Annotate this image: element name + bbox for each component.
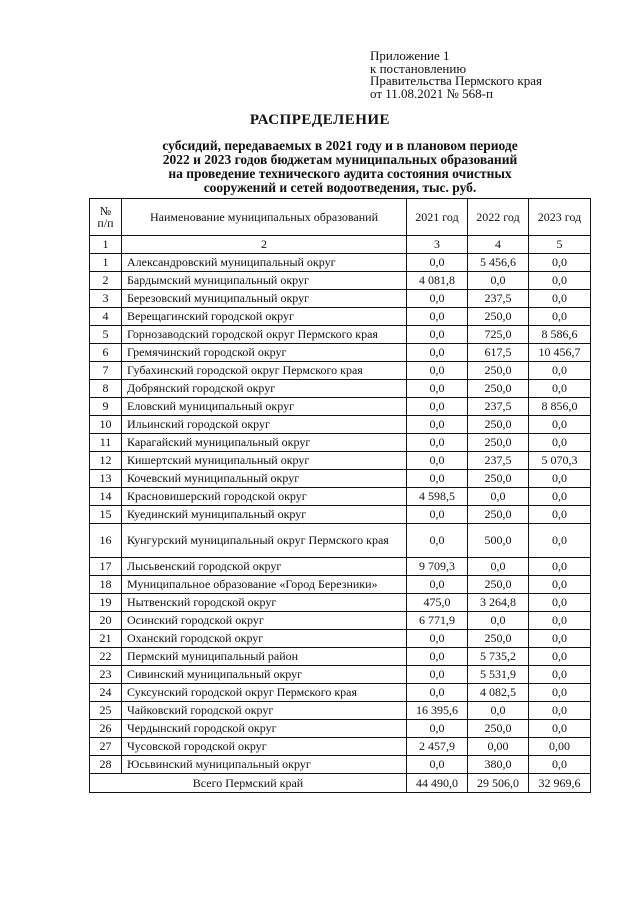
value-2023: 0,0 (529, 558, 591, 576)
value-2022: 5 456,6 (468, 254, 529, 272)
row-number: 9 (90, 398, 122, 416)
value-2023: 0,0 (529, 434, 591, 452)
row-number: 25 (90, 702, 122, 720)
table-row (90, 308, 591, 326)
row-number: 7 (90, 362, 122, 380)
table-row (90, 344, 591, 362)
row-number: 26 (90, 720, 122, 738)
table-row (90, 720, 591, 738)
column-number: 2 (122, 236, 407, 254)
table-row (90, 470, 591, 488)
value-2023: 0,0 (529, 470, 591, 488)
municipality-name: Оханский городской округ (122, 630, 407, 648)
value-2021: 0,0 (407, 434, 468, 452)
value-2021: 0,0 (407, 470, 468, 488)
row-number: 17 (90, 558, 122, 576)
value-2021: 0,0 (407, 452, 468, 470)
row-number: 12 (90, 452, 122, 470)
appendix-note (370, 50, 542, 100)
table-row (90, 524, 591, 558)
row-number: 13 (90, 470, 122, 488)
table-row (90, 254, 591, 272)
value-2021: 0,0 (407, 506, 468, 524)
column-number: 1 (90, 236, 122, 254)
value-2023: 0,0 (529, 290, 591, 308)
value-2022: 250,0 (468, 630, 529, 648)
value-2023: 10 456,7 (529, 344, 591, 362)
value-2022: 250,0 (468, 506, 529, 524)
value-2021: 0,0 (407, 344, 468, 362)
total-2021: 44 490,0 (407, 774, 468, 793)
value-2023: 8 586,6 (529, 326, 591, 344)
value-2023: 0,0 (529, 756, 591, 774)
column-number: 5 (529, 236, 591, 254)
value-2022: 0,00 (468, 738, 529, 756)
municipality-name: Губахинский городской округ Пермского края (122, 362, 407, 380)
value-2022: 0,0 (468, 272, 529, 290)
municipality-name: Муниципальное образование «Город Березники» (122, 576, 407, 594)
table-body (90, 199, 591, 793)
value-2022: 0,0 (468, 612, 529, 630)
total-label: Всего Пермский край (90, 774, 407, 793)
value-2023: 8 856,0 (529, 398, 591, 416)
column-number-row (90, 236, 591, 254)
value-2022: 0,0 (468, 702, 529, 720)
value-2023: 0,0 (529, 648, 591, 666)
value-2022: 617,5 (468, 344, 529, 362)
value-2022: 5 735,2 (468, 648, 529, 666)
header-2022: 2022 год (468, 199, 529, 236)
municipality-name: Александровский муниципальный округ (122, 254, 407, 272)
value-2023: 0,0 (529, 576, 591, 594)
value-2022: 237,5 (468, 398, 529, 416)
value-2023: 0,0 (529, 416, 591, 434)
municipality-name: Сивинский муниципальный округ (122, 666, 407, 684)
municipality-name: Чердынский городской округ (122, 720, 407, 738)
value-2022: 0,0 (468, 558, 529, 576)
value-2021: 0,0 (407, 380, 468, 398)
total-2022: 29 506,0 (468, 774, 529, 793)
municipality-name: Лысьвенский городской округ (122, 558, 407, 576)
row-number: 1 (90, 254, 122, 272)
value-2023: 0,0 (529, 702, 591, 720)
value-2022: 250,0 (468, 416, 529, 434)
value-2022: 250,0 (468, 308, 529, 326)
value-2022: 250,0 (468, 434, 529, 452)
value-2021: 9 709,3 (407, 558, 468, 576)
municipality-name: Пермский муниципальный район (122, 648, 407, 666)
row-number: 11 (90, 434, 122, 452)
row-number: 5 (90, 326, 122, 344)
column-number: 4 (468, 236, 529, 254)
header-num-line: п/п (97, 216, 114, 230)
value-2021: 4 081,8 (407, 272, 468, 290)
table-row (90, 594, 591, 612)
value-2023: 5 070,3 (529, 452, 591, 470)
value-2022: 0,0 (468, 488, 529, 506)
value-2022: 380,0 (468, 756, 529, 774)
value-2021: 6 771,9 (407, 612, 468, 630)
table-row (90, 702, 591, 720)
header-num-line: № (99, 204, 112, 218)
appendix-line: от 11.08.2021 № 568-п (370, 85, 493, 101)
row-number: 19 (90, 594, 122, 612)
value-2022: 250,0 (468, 470, 529, 488)
table-row (90, 434, 591, 452)
row-number: 16 (90, 524, 122, 558)
table-row (90, 756, 591, 774)
value-2021: 0,0 (407, 648, 468, 666)
row-number: 6 (90, 344, 122, 362)
table-row (90, 612, 591, 630)
municipality-name: Красновишерский городской округ (122, 488, 407, 506)
municipality-name: Куединский муниципальный округ (122, 506, 407, 524)
municipality-name: Верещагинский городской округ (122, 308, 407, 326)
value-2021: 0,0 (407, 666, 468, 684)
value-2022: 237,5 (468, 290, 529, 308)
table-row (90, 684, 591, 702)
value-2023: 0,0 (529, 488, 591, 506)
municipality-name: Карагайский муниципальный округ (122, 434, 407, 452)
municipality-name: Осинский городской округ (122, 612, 407, 630)
value-2022: 500,0 (468, 524, 529, 558)
value-2021: 0,0 (407, 362, 468, 380)
value-2021: 0,0 (407, 720, 468, 738)
municipality-name: Чусовской городской округ (122, 738, 407, 756)
value-2022: 250,0 (468, 720, 529, 738)
value-2022: 3 264,8 (468, 594, 529, 612)
value-2021: 0,0 (407, 254, 468, 272)
value-2021: 475,0 (407, 594, 468, 612)
row-number: 10 (90, 416, 122, 434)
municipality-name: Горнозаводский городской округ Пермского края (122, 326, 407, 344)
value-2023: 0,0 (529, 612, 591, 630)
value-2023: 0,0 (529, 254, 591, 272)
value-2021: 16 395,6 (407, 702, 468, 720)
total-2023: 32 969,6 (529, 774, 591, 793)
subtitle-line: на проведение технического аудита состояния очистных (168, 166, 512, 181)
row-number: 24 (90, 684, 122, 702)
table-row (90, 362, 591, 380)
header-2021: 2021 год (407, 199, 468, 236)
value-2023: 0,0 (529, 380, 591, 398)
value-2023: 0,0 (529, 362, 591, 380)
table-row (90, 738, 591, 756)
row-number: 14 (90, 488, 122, 506)
table-row (90, 326, 591, 344)
value-2021: 0,0 (407, 290, 468, 308)
table-row (90, 648, 591, 666)
value-2022: 250,0 (468, 362, 529, 380)
municipality-name: Кишертский муниципальный округ (122, 452, 407, 470)
table-row (90, 416, 591, 434)
municipality-name: Добрянский городской округ (122, 380, 407, 398)
table-row (90, 558, 591, 576)
value-2021: 0,0 (407, 398, 468, 416)
row-number: 3 (90, 290, 122, 308)
table-row (90, 452, 591, 470)
municipality-name: Ильинский городской округ (122, 416, 407, 434)
value-2021: 0,0 (407, 630, 468, 648)
value-2022: 5 531,9 (468, 666, 529, 684)
value-2021: 0,0 (407, 308, 468, 326)
appendix-line: Правительства Пермского края (370, 73, 542, 88)
header-num (90, 199, 122, 236)
table-row (90, 272, 591, 290)
municipality-name: Березовский муниципальный округ (122, 290, 407, 308)
table-header-row (90, 199, 591, 236)
row-number: 22 (90, 648, 122, 666)
value-2021: 4 598,5 (407, 488, 468, 506)
value-2021: 0,0 (407, 576, 468, 594)
value-2021: 0,0 (407, 416, 468, 434)
row-number: 20 (90, 612, 122, 630)
row-number: 28 (90, 756, 122, 774)
distribution-table (89, 198, 591, 793)
municipality-name: Бардымский муниципальный округ (122, 272, 407, 290)
value-2023: 0,0 (529, 720, 591, 738)
row-number: 2 (90, 272, 122, 290)
table-row (90, 488, 591, 506)
subtitle-line: субсидий, передаваемых в 2021 году и в плановом периоде (162, 138, 518, 153)
row-number: 4 (90, 308, 122, 326)
value-2021: 0,0 (407, 756, 468, 774)
table-row (90, 290, 591, 308)
value-2023: 0,0 (529, 272, 591, 290)
column-number: 3 (407, 236, 468, 254)
value-2022: 237,5 (468, 452, 529, 470)
value-2023: 0,0 (529, 524, 591, 558)
row-number: 21 (90, 630, 122, 648)
table-row (90, 630, 591, 648)
value-2022: 250,0 (468, 380, 529, 398)
table-row (90, 398, 591, 416)
table-row (90, 576, 591, 594)
value-2023: 0,0 (529, 684, 591, 702)
row-number: 23 (90, 666, 122, 684)
row-number: 8 (90, 380, 122, 398)
municipality-name: Гремячинский городской округ (122, 344, 407, 362)
value-2021: 0,0 (407, 326, 468, 344)
subtitle-line: сооружений и сетей водоотведения, тыс. руб. (203, 180, 477, 195)
header-name: Наименование муниципальных образований (122, 199, 407, 236)
appendix-line: Приложение 1 (370, 48, 450, 63)
value-2023: 0,00 (529, 738, 591, 756)
value-2022: 250,0 (468, 576, 529, 594)
municipality-name: Юсьвинский муниципальный округ (122, 756, 407, 774)
value-2021: 0,0 (407, 684, 468, 702)
row-number: 27 (90, 738, 122, 756)
value-2021: 0,0 (407, 524, 468, 558)
value-2023: 0,0 (529, 666, 591, 684)
header-2023: 2023 год (529, 199, 591, 236)
value-2023: 0,0 (529, 594, 591, 612)
document-subtitle (90, 139, 590, 195)
row-number: 15 (90, 506, 122, 524)
municipality-name: Кунгурский муниципальный округ Пермского края (122, 524, 407, 558)
municipality-name: Чайковский городской округ (122, 702, 407, 720)
value-2022: 725,0 (468, 326, 529, 344)
value-2023: 0,0 (529, 506, 591, 524)
value-2023: 0,0 (529, 630, 591, 648)
total-row (90, 774, 591, 793)
table-row (90, 506, 591, 524)
value-2023: 0,0 (529, 308, 591, 326)
municipality-name: Еловский муниципальный округ (122, 398, 407, 416)
appendix-line: к постановлению (370, 60, 467, 76)
municipality-name: Нытвенский городской округ (122, 594, 407, 612)
row-number: 18 (90, 576, 122, 594)
table-row (90, 666, 591, 684)
municipality-name: Суксунский городской округ Пермского края (122, 684, 407, 702)
subtitle-line: 2022 и 2023 годов бюджетам муниципальных образований (162, 152, 518, 167)
document-title: РАСПРЕДЕЛЕНИЕ (249, 112, 391, 128)
value-2022: 4 082,5 (468, 684, 529, 702)
table-row (90, 380, 591, 398)
municipality-name: Кочевский муниципальный округ (122, 470, 407, 488)
value-2021: 2 457,9 (407, 738, 468, 756)
